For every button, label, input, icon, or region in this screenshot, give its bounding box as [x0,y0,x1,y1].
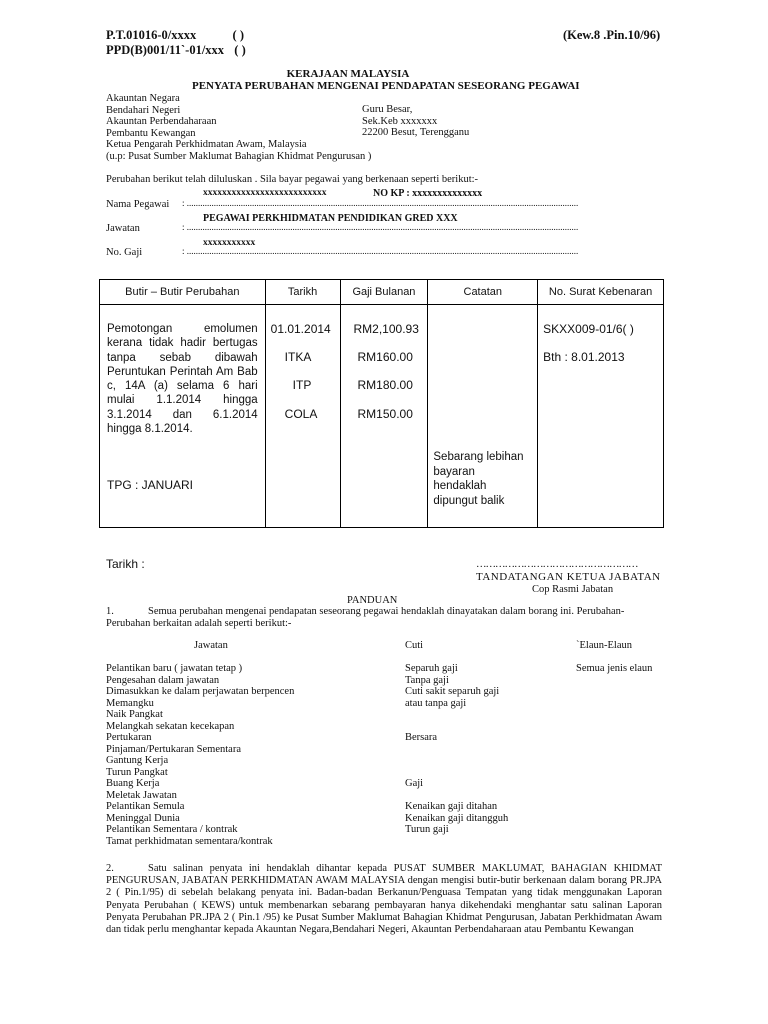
catatan-text: Sebarang lebihan bayaran hendaklah dipungut balik [433,451,524,507]
reference-number-1: P.T.01016-0/xxxx ( ) [106,28,244,42]
officer-name-line: : .............................................................................................................................................................................. [182,198,579,208]
salary-number-label: No. Gaji [106,247,143,258]
butir-text: Pemotongan emolumen kerana tidak hadir bertugas tanpa sebab dibawah Peruntukan Perintah Am Bab c, 14A (a) selama 6 hari mulai 1.1.2014 hingga 3.1.2014 dan 6.1.2014 hingga 8.1.2014. [107,323,258,436]
elaun-item: Semua jenis elaun [576,663,653,674]
gaji-itp: RM180.00 [357,378,413,392]
surat-cell [538,305,664,528]
position-line: : .............................................................................................................................................................................. [182,222,579,232]
title-statement: PENYATA PERUBAHAN MENGENAI PENDAPATAN SESEORANG PEGAWAI [192,80,580,92]
salary-number-line: : .............................................................................................................................................................................. [182,246,579,256]
gaji-cell [340,305,428,528]
changes-table [99,279,664,528]
header-butir: Butir – Butir Perubahan [100,280,266,305]
salary-number-value: xxxxxxxxxxx [203,238,256,248]
reference-number-2: PPD(B)001/11`-01/xxx ( ) [106,43,246,57]
jawatan-list: Pelantikan baru ( jawatan tetap ) Pengesahan dalam jawatan Dimasukkan ke dalam perjawatan berpencen Memangku Naik Pangkat Melangkah sekatan kecekapan Pertukaran Pinjaman/Pertukaran Sementara Gantung Kerja Turun Pangkat Buang Kerja Meletak Jawatan Pelantikan Semula Meninggal Dunia Pelantikan Sementara / kontrak Tamat perkhidmatan sementara/kontrak [106,663,295,847]
position-value: PEGAWAI PERKHIDMATAN PENDIDIKAN GRED XXX [203,213,458,224]
surat-date: Bth : 8.01.2013 [543,350,625,364]
official-stamp-label: Cop Rasmi Jabatan [532,584,614,595]
guide-p1-line2: Perubahan berkaitan adalah seperti berikut:- [106,618,292,629]
butir-cell [100,305,266,528]
reference-bracket-1: ( ) [232,28,244,42]
tarikh-cola: COLA [284,407,318,421]
signature-title: TANDATANGAN KETUA JABATAN [476,571,661,583]
title-government: KERAJAAN MALAYSIA [286,68,410,80]
recipients-school-address: Guru Besar, Sek.Keb xxxxxxx 22200 Besut, Terengganu [362,104,470,138]
gaji-main: RM2,100.93 [353,322,419,336]
officer-name-value: xxxxxxxxxxxxxxxxxxxxxxxxxx [203,188,327,198]
gaji-itka: RM160.00 [357,350,413,364]
ic-number: NO KP : xxxxxxxxxxxxxx [373,188,483,199]
header-surat: No. Surat Kebenaran [538,280,664,305]
surat-ref: SKXX009-01/6( ) [543,322,634,336]
reference-bracket-2: ( ) [234,43,246,57]
signature-dots: …………………………………………… [476,559,638,570]
tarikh-itp: ITP [292,378,312,392]
catatan-cell [428,305,538,528]
guide-p2-number: 2. [106,863,114,874]
header-catatan: Catatan [428,280,538,305]
tarikh-cell [265,305,340,528]
col-header-cuti: Cuti [405,640,424,651]
date-label: Tarikh : [106,557,145,571]
header-gaji: Gaji Bulanan [340,280,428,305]
header-tarikh: Tarikh [265,280,340,305]
guide-p1-line1: Semua perubahan mengenai pendapatan seseorang pegawai hendaklah dinayatakan dalam borang ini. Perubahan- [148,606,625,617]
cuti-list: Separuh gaji Tanpa gaji Cuti sakit separuh gaji atau tanpa gaji Bersara Gaji Kenaikan gaji ditahan Kenaikan gaji ditangguh Turun gaji [405,663,509,835]
col-header-jawatan: Jawatan [194,640,228,651]
col-header-elaun: `Elaun-Elaun [576,640,632,651]
officer-name-label: Nama Pegawai [106,199,170,210]
position-label: Jawatan [106,223,140,234]
tpg-text: TPG : JANUARI [107,478,194,492]
tarikh-itka: ITKA [284,350,312,364]
intro-text: Perubahan berikut telah diluluskan . Sila bayar pegawai yang berkenaan seperti berikut:- [106,174,479,185]
gaji-cola: RM150.00 [357,407,413,421]
recipients-left: Akauntan Negara Bendahari Negeri Akauntan Perbendaharaan Pembantu Kewangan Ketua Pengarah Perkhidmatan Awam, Malaysia (u.p: Pusat Sumber Maklumat Bahagian Khidmat Pengurusan ) [106,93,372,162]
tarikh-value: 01.01.2014 [270,322,331,336]
guide-p1-number: 1. [106,606,114,617]
guide-title: PANDUAN [347,595,398,606]
guide-p2-text: Satu salinan penyata ini hendaklah dihantar kepada PUSAT SUMBER MAKLUMAT, BAHAGIAN KHIDMAT PENGURUSAN, JABATAN PERKHIDMATAN AWAM MALAYSIA dengan mengisi butir-butir berkenaan dalam borang PR.JPA 2 ( Pin.1/95) di sebelah belakang penyata ini. Badan-badan Berkanun/Penguasa Tempatan yang tidak menggunakan Laporan Penyata Perubahan ( KEWS) untuk membenarkan sebarang pembayaran hanya dikehendaki menghantar satu salinan Laporan Penyata Perubahan PR.JPA 2 ( Pin.1 /95) ke Pusat Sumber Maklumat Bahagian Khidmat Pengurusan, Jabatan Perkhidmatan Awam dan tidak perlu menghantar kepada Akauntan Negara,Bendahari Negeri, Akauntan Perbendaharaan atau Pembantu Kewangan [106,863,662,936]
form-code: (Kew.8 .Pin.10/96) [563,28,661,42]
